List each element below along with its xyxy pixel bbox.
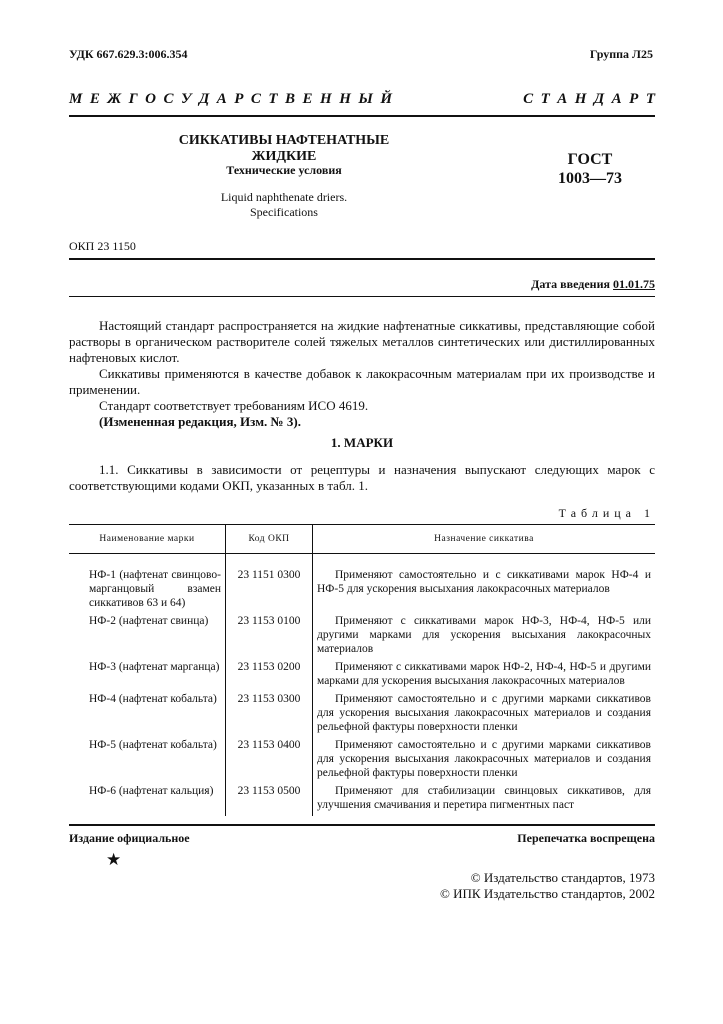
purpose-cell: Применяют для стабилизации свинцовых сиккативов, для улучшения смачивания и перетира пигментных паст <box>313 784 656 816</box>
grade-name-cell: НФ-4 (нафтенат кобальта) <box>89 693 217 705</box>
introduction-date-label: Дата введения <box>531 277 610 291</box>
banner-word-standard: С Т А Н Д А Р Т <box>523 91 655 107</box>
amendment-note: (Измененная редакция, Изм. № 3). <box>99 414 301 429</box>
header-okp-code: Код ОКП <box>226 525 313 554</box>
grade-name-cell: НФ-3 (нафтенат марганца) <box>89 661 220 673</box>
english-title <box>150 190 418 220</box>
copyright-2002: © ИПК Издательство стандартов, 2002 <box>440 886 655 901</box>
table-row <box>69 692 655 738</box>
udk-code: УДК 667.629.3:006.354 <box>69 47 188 61</box>
gost-designation <box>540 150 640 188</box>
purpose-cell: Применяют самостоятельно и с сиккативами марок НФ-4 и НФ-5 для ускорения высыхания лакокрасочных материалов <box>313 554 656 615</box>
header-rule <box>69 115 655 117</box>
okp-code-cell: 23 1153 0400 <box>226 738 313 784</box>
english-title-line-2: Specifications <box>250 205 318 219</box>
table-header-row <box>69 525 655 554</box>
table-row <box>69 660 655 692</box>
document-subtitle: Технические условия <box>226 163 342 177</box>
date-rule <box>69 296 655 297</box>
table-row <box>69 784 655 816</box>
table-row <box>69 614 655 660</box>
iso-paragraph: Стандарт соответствует требованиям ИСО 4619. <box>99 398 369 413</box>
banner-word-interstate: М Е Ж Г О С У Д А Р С Т В Е Н Н Ы Й <box>69 91 393 107</box>
purpose-cell: Применяют самостоятельно и с другими марками сиккативов для ускорения высыхания лакокрасочных материалов и создания рельефной фактуры поверхности пленки <box>313 692 656 738</box>
gost-label: ГОСТ <box>567 151 613 168</box>
okp-code-cell: 23 1153 0200 <box>226 660 313 692</box>
section-paragraph: 1.1. Сиккативы в зависимости от рецептуры и назначения выпускают следующих марок с соответствующими кодами ОКП, указанных в табл. 1. <box>69 462 655 493</box>
table-row <box>69 738 655 784</box>
introduction-date <box>531 277 655 292</box>
usage-paragraph: Сиккативы применяются в качестве добавок к лакокрасочным материалам при их производстве и применении. <box>69 366 655 397</box>
gost-number: 1003—73 <box>558 170 622 187</box>
star-icon: ★ <box>106 850 122 869</box>
reprint-forbidden-label: Перепечатка воспрещена <box>517 831 655 845</box>
introduction-date-value: 01.01.75 <box>613 277 655 291</box>
standard-banner <box>69 91 655 108</box>
footer-rule <box>69 824 655 826</box>
section-heading: 1. МАРКИ <box>330 435 394 450</box>
english-title-line-1: Liquid naphthenate driers. <box>220 190 348 204</box>
purpose-cell: Применяют с сиккативами марок НФ-3, НФ-4, НФ-5 или другими марками для ускорения высыхания лакокрасочных материалов <box>313 614 656 660</box>
okp-code-cell: 23 1153 0100 <box>226 614 313 660</box>
copyright-1973: © Издательство стандартов, 1973 <box>470 870 655 885</box>
grade-name-cell: НФ-5 (нафтенат кобальта) <box>89 739 217 751</box>
okp-code-cell: 23 1153 0500 <box>226 784 313 816</box>
table-row <box>69 554 655 615</box>
header-grade-name: Наименование марки <box>69 525 226 554</box>
header-purpose: Назначение сиккатива <box>313 525 656 554</box>
okp-code: ОКП 23 1150 <box>69 239 136 253</box>
okp-code-cell: 23 1151 0300 <box>226 554 313 615</box>
grades-table <box>69 524 655 816</box>
group-code: Группа Л25 <box>589 47 653 61</box>
document-title: СИККАТИВЫ НАФТЕНАТНЫЕ ЖИДКИЕ <box>178 133 390 164</box>
intro-paragraph: Настоящий стандарт распространяется на жидкие нафтенатные сиккативы, представляющие собой растворы в органическом растворителе солей тяжелых металлов синтетических или дистиллированных нафтеновых кислот. <box>69 318 655 365</box>
grade-name-cell: НФ-6 (нафтенат кальция) <box>89 785 214 797</box>
purpose-cell: Применяют с сиккативами марок НФ-2, НФ-4, НФ-5 и другими марками для ускорения высыхания лакокрасочных материалов <box>313 660 656 692</box>
purpose-cell: Применяют самостоятельно и с другими марками сиккативов для ускорения высыхания лакокрасочных материалов и создания рельефной фактуры поверхности пленки <box>313 738 656 784</box>
grade-name-cell: НФ-1 (нафтенат свинцово-марганцовый взамен сиккативов 63 и 64) <box>89 569 221 609</box>
official-edition-label: Издание официальное <box>69 831 190 845</box>
okp-code-cell: 23 1153 0300 <box>226 692 313 738</box>
okp-rule <box>69 258 655 260</box>
grade-name-cell: НФ-2 (нафтенат свинца) <box>89 615 209 627</box>
table-caption: Таблица 1 <box>558 506 655 520</box>
